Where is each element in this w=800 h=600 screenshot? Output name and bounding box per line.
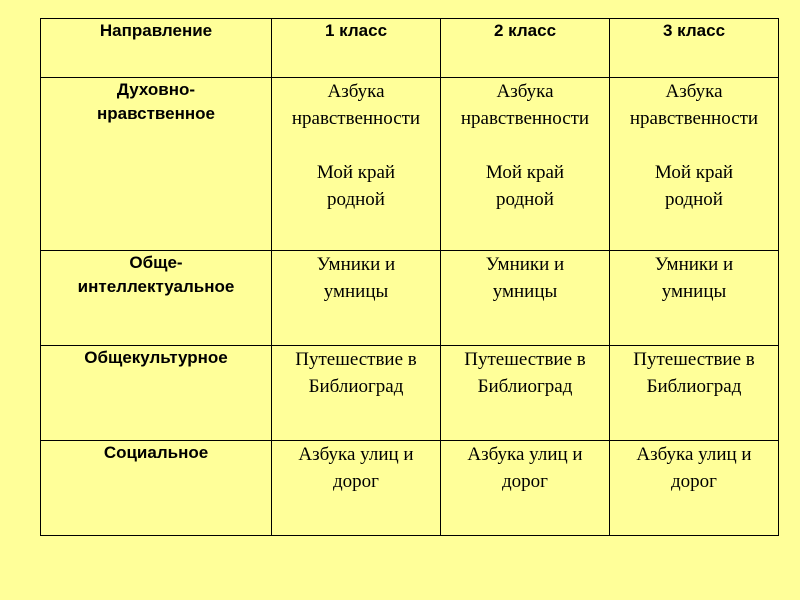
table-row: [41, 346, 779, 441]
course-line: Библиоград: [308, 376, 404, 397]
course-line: Мой край: [485, 162, 565, 183]
course-line: Азбука улиц и: [636, 444, 752, 465]
course-line: родной: [496, 189, 554, 210]
course-line: нравственности: [629, 108, 759, 129]
course-line: родной: [665, 189, 723, 210]
blank-line: [272, 132, 440, 159]
course-cell: [272, 78, 441, 251]
course-line: умницы: [323, 281, 389, 302]
table-row: [41, 441, 779, 536]
course-line: Азбука: [665, 81, 723, 102]
blank-line: [441, 132, 609, 159]
course-line: Умники и: [316, 254, 396, 275]
course-cell: [610, 346, 779, 441]
course-cell: [441, 346, 610, 441]
course-line: Азбука улиц и: [467, 444, 583, 465]
course-line: Библиоград: [646, 376, 742, 397]
course-line: Мой край: [654, 162, 734, 183]
course-line: Азбука улиц и: [298, 444, 414, 465]
header-row: [41, 19, 779, 78]
direction-cell: [41, 251, 272, 346]
course-line: Мой край: [316, 162, 396, 183]
course-cell: [610, 441, 779, 536]
header-grade-1: 1 класс: [272, 19, 441, 78]
course-line: родной: [327, 189, 385, 210]
course-cell: [441, 251, 610, 346]
direction-line: нравственное: [97, 104, 215, 123]
direction-cell: [41, 441, 272, 536]
course-cell: [272, 441, 441, 536]
course-line: Путешествие в: [633, 349, 755, 370]
course-line: Азбука: [496, 81, 554, 102]
course-line: нравственности: [291, 108, 421, 129]
course-line: Библиоград: [477, 376, 573, 397]
course-cell: [272, 251, 441, 346]
header-grade-2: 2 класс: [441, 19, 610, 78]
direction-cell: [41, 346, 272, 441]
header-grade-3: 3 класс: [610, 19, 779, 78]
direction-line: интеллектуальное: [77, 277, 235, 296]
course-cell: [441, 78, 610, 251]
direction-line: Социальное: [103, 443, 209, 462]
course-line: дорог: [671, 471, 717, 492]
direction-cell: [41, 78, 272, 251]
course-line: Умники и: [485, 254, 565, 275]
course-line: Умники и: [654, 254, 734, 275]
course-cell: [610, 78, 779, 251]
course-line: умницы: [661, 281, 727, 302]
course-cell: [441, 441, 610, 536]
table-row: [41, 78, 779, 251]
course-cell: [610, 251, 779, 346]
course-line: Азбука: [327, 81, 385, 102]
course-line: Путешествие в: [295, 349, 417, 370]
course-line: Путешествие в: [464, 349, 586, 370]
extracurricular-table: [40, 18, 779, 536]
table-row: [41, 251, 779, 346]
direction-line: Общекультурное: [84, 348, 228, 367]
blank-line: [610, 132, 778, 159]
direction-line: Духовно-: [116, 80, 196, 99]
direction-line: Обще-: [129, 253, 183, 272]
course-cell: [272, 346, 441, 441]
header-direction: Направление: [41, 19, 272, 78]
course-line: нравственности: [460, 108, 590, 129]
course-line: умницы: [492, 281, 558, 302]
course-line: дорог: [333, 471, 379, 492]
course-line: дорог: [502, 471, 548, 492]
